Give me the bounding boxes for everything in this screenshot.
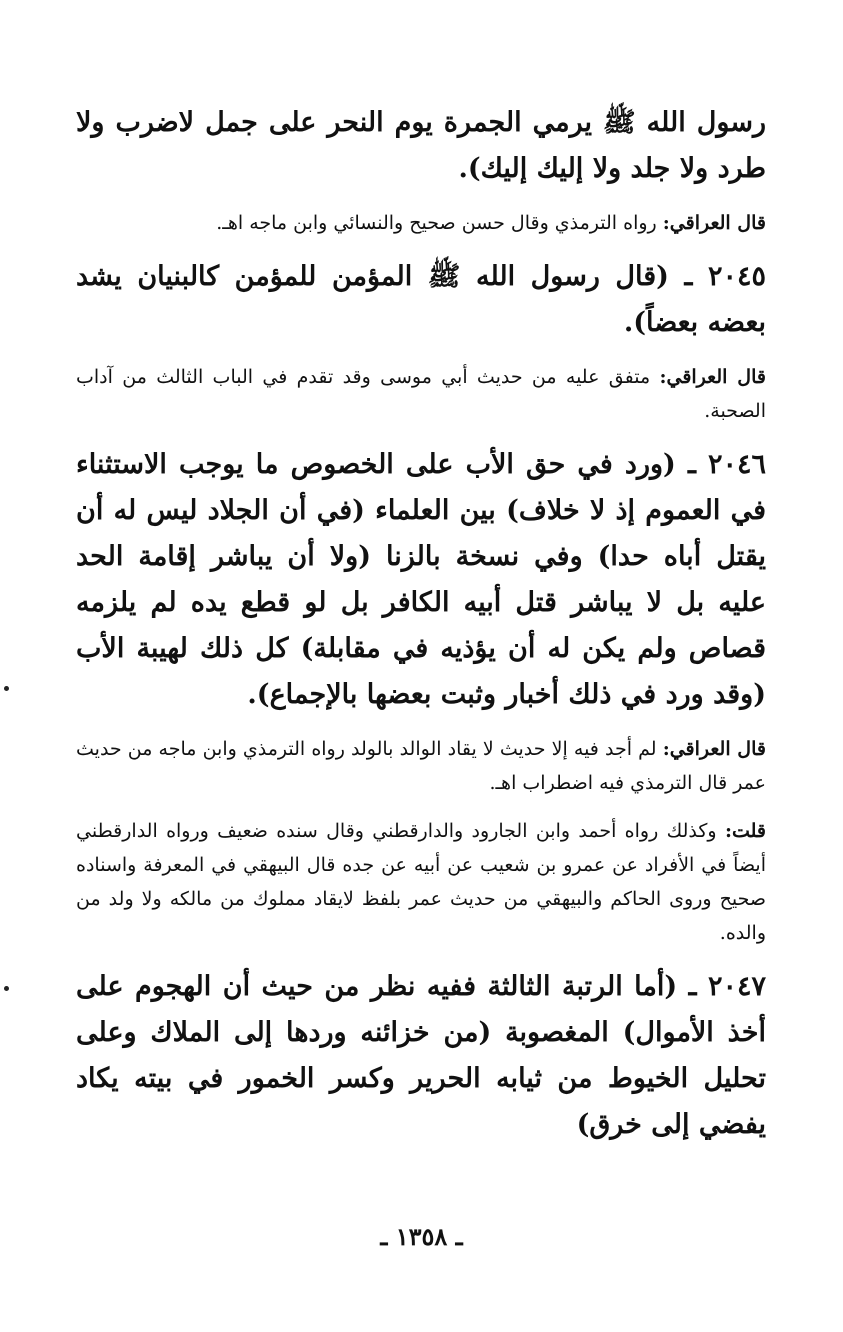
commentary-label: قال العراقي: <box>662 738 766 760</box>
commentary-paragraph <box>76 814 766 950</box>
page-number: ـ ١٣٥٨ ـ <box>380 1222 463 1251</box>
paragraph-text: رواه الترمذي وقال حسن صحيح والنسائي وابن ماجه اهـ. <box>216 212 657 234</box>
commentary-label: قال العراقي: <box>662 212 766 234</box>
matn-paragraph <box>76 254 766 346</box>
paragraph-text: متفق عليه من حديث أبي موسى وقد تقدم في الباب الثالث من آداب الصحبة. <box>76 366 766 422</box>
hadith-number: ٢٠٤٦ ـ <box>687 449 767 480</box>
paragraph-text: (ورد في حق الأب على الخصوص ما يوجب الاستثناء في العموم إذ لا خلاف) بين العلماء (في أن الجلاد ليس له أن يقتل أباه حدا) وفي نسخة بالزنا (ولا أن يباشر إقامة الحد عليه بل لا يباشر قتل أبيه الكافر بل لو قطع يده لم يلزمه قصاص ولم يكن له أن يؤذيه في مقابلة) كل ذلك لهيبة الأب (وقد ورد في ذلك أخبار وثبت بعضها بالإجماع). <box>76 449 766 710</box>
commentary-label: قال العراقي: <box>659 366 766 388</box>
matn-paragraph <box>76 442 766 718</box>
matn-paragraph <box>76 964 766 1148</box>
paragraph-text: لم أجد فيه إلا حديث لا يقاد الوالد بالولد رواه الترمذي وابن ماجه من حديث عمر قال الترمذي فيه اضطراب اهـ. <box>76 738 766 794</box>
scan-mark <box>4 686 9 691</box>
scan-mark <box>4 986 9 991</box>
commentary-paragraph <box>76 206 766 240</box>
paragraph-text: رسول الله ﷺ يرمي الجمرة يوم النحر على جمل لاضرب ولا طرد ولا جلد ولا إليك إليك). <box>76 107 766 184</box>
hadith-number: ٢٠٤٥ ـ <box>684 261 767 292</box>
commentary-paragraph <box>76 360 766 428</box>
hadith-number: ٢٠٤٧ ـ <box>688 971 767 1002</box>
commentary-paragraph <box>76 732 766 800</box>
paragraph-text: (أما الرتبة الثالثة ففيه نظر من حيث أن الهجوم على أخذ الأموال) المغصوبة (من خزائنه وردها إلى الملاك وعلى تحليل الخيوط من ثيابه الحرير وكسر الخمور في بيته يكاد يفضي إلى خرق) <box>76 971 766 1140</box>
commentary-label: قلت: <box>724 820 766 842</box>
paragraph-text: (قال رسول الله ﷺ المؤمن للمؤمن كالبنيان يشد بعضه بعضاً). <box>76 261 766 338</box>
matn-paragraph <box>76 100 766 192</box>
paragraph-text: وكذلك رواه أحمد وابن الجارود والدارقطني وقال سنده ضعيف ورواه الدارقطني أيضاً في الأفراد عن عمرو بن شعيب عن أبيه عن جده قال البيهقي في المعرفة واسناده صحيح وروى الحاكم والبيهقي من حديث عمر بلفظ لايقاد مملوك من مالكه ولا ولد من والده. <box>76 820 766 944</box>
page-body <box>76 100 766 1162</box>
